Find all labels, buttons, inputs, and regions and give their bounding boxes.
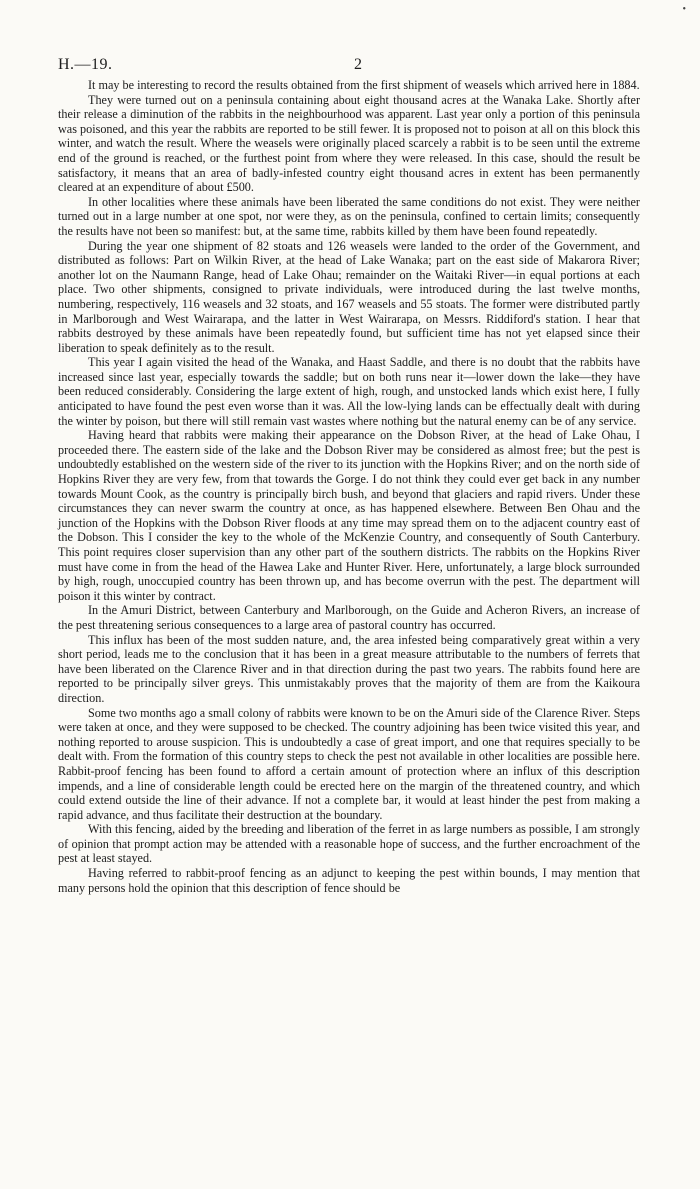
paragraph: It may be interesting to record the results obtained from the first shipment of weasels which arrived here in 1884.: [88, 78, 640, 92]
page-header: [58, 56, 640, 76]
paragraph: Having referred to rabbit-proof fencing as an adjunct to keeping the pest within bounds, I may mention that many persons hold the opinion that this description of fence should be: [58, 866, 640, 895]
paragraph: Having heard that rabbits were making their appearance on the Dobson River, at the head of Lake Ohau, I proceeded there. The eastern side of the lake and the Dobson River may be considered as almost free; but the pest is undoubtedly established on the western side of the river to its junction with the Hopkins River; and on the north side of Hopkins River they are very few, from that towards the Gorge. I do not think they could ever get back in any number towards Mount Cook, as the country is principally birch bush, and beyond that glaciers and rapid rivers. Under these circumstances they can never swarm the country at once, as has happened elsewhere. Between Ben Ohau and the junction of the Hopkins with the Dobson River floods at any time may spread them on to the adjacent country east of the Dobson. This I consider the key to the whole of the McKenzie Country, and consequently of South Canterbury. This point requires closer supervision than any other part of the southern districts. The rabbits on the Hopkins River must have come in from the head of the Hawea Lake and Hunter River. Here, unfortunately, a large block surrounded by high, rough, unoccupied country has been thrown up, and has become overrun with the pest. The department will poison it this winter by contract.: [58, 428, 640, 603]
paragraph: In the Amuri District, between Canterbury and Marlborough, on the Guide and Acheron Rivers, an increase of the pest threatening serious consequences to a large area of pastoral country has occurred.: [58, 603, 640, 632]
paragraph: With this fencing, aided by the breeding and liberation of the ferret in as large numbers as possible, I am strongly of opinion that prompt action may be attended with a reasonable hope of success, and the further encroachment of the pest at least stayed.: [58, 822, 640, 866]
paragraph: They were turned out on a peninsula containing about eight thousand acres at the Wanaka Lake. Shortly after their release a diminution of the rabbits in the neighbourhood was apparent. Last year only a portion of this peninsula was poisoned, and this year the rabbits are reported to be still fewer. It is proposed not to poison at all on this block this winter, and watch the result. Where the weasels were originally placed scarcely a rabbit is to be seen until the extreme end of the ground is reached, or the furthest point from where they were released. In this case, should the result be satisfactory, it means that an area of badly-infested country eight thousand acres in extent has been permanently cleared at an expenditure of about £500.: [58, 92, 640, 195]
paragraph: In other localities where these animals have been liberated the same conditions do not exist. They were neither turned out in a large number at one spot, nor were they, as on the peninsula, confined to certain limits; consequently the results have not been so manifest: but, at the same time, rabbits killed by them have been found repeatedly.: [58, 194, 640, 238]
document-body: [58, 78, 640, 895]
paragraph: During the year one shipment of 82 stoats and 126 weasels were landed to the order of the Government, and distributed as follows: Part on Wilkin River, at the head of Lake Wanaka; part on the east side of Makarora River; another lot on the Naumann Range, head of Lake Ohau; remainder on the Waitaki River—in equal portions at each place. Two other shipments, consigned to private individuals, were introduced during the last twelve months, numbering, respectively, 116 weasels and 32 stoats, and 167 weasels and 55 stoats. The former were distributed partly in Marlborough and West Wairarapa, and the latter in West Wairarapa, on Messrs. Riddiford's station. I hear that rabbits destroyed by these animals have been repeatedly found, but sufficient time has not yet elapsed since their liberation to speak definitely as to the result.: [58, 238, 640, 355]
paragraph: Some two months ago a small colony of rabbits were known to be on the Amuri side of the Clarence River. Steps were taken at once, and they were supposed to be checked. The country adjoining has been twice visited this year, and nothing reported to arouse suspicion. This is undoubtedly a case of great import, and one that requires specially to be dealt with. From the formation of this country steps to check the pest not available in other localities are possible here. Rabbit-proof fencing has been found to afford a certain amount of protection where an influx of this description impends, and a line of considerable length could be erected here on the margin of the threatened country, and which could extend outside the line of their advance. If not a complete bar, it would at least hinder the pest from making a rapid advance, and thus facilitate their destruction at the boundary.: [58, 705, 640, 822]
page-number: 2: [354, 56, 362, 73]
paragraph: This year I again visited the head of the Wanaka, and Haast Saddle, and there is no doubt that the rabbits have increased since last year, especially towards the saddle; but on both runs near it—lower down the lake—they have been reduced considerably. Considering the large extent of high, rough, and unstocked lands which exist here, I fully anticipated to have found the pest even worse than it was. All the low-lying lands can be effectually dealt with during the winter by poison, but there will still remain vast wastes where nothing but the natural enemy can be of any service.: [58, 355, 640, 428]
paragraph: This influx has been of the most sudden nature, and, the area infested being comparatively great within a very short period, leads me to the conclusion that it has been in a great measure attributable to the numbers of ferrets that have been liberated on the Clarence River and in that direction during the past two years. The rabbits found here are reported to be principally silver greys. This unmistakably proves that the majority of them are from the Kaikoura direction.: [58, 632, 640, 705]
corner-mark: •: [682, 4, 686, 15]
document-reference: H.—19.: [58, 56, 113, 73]
